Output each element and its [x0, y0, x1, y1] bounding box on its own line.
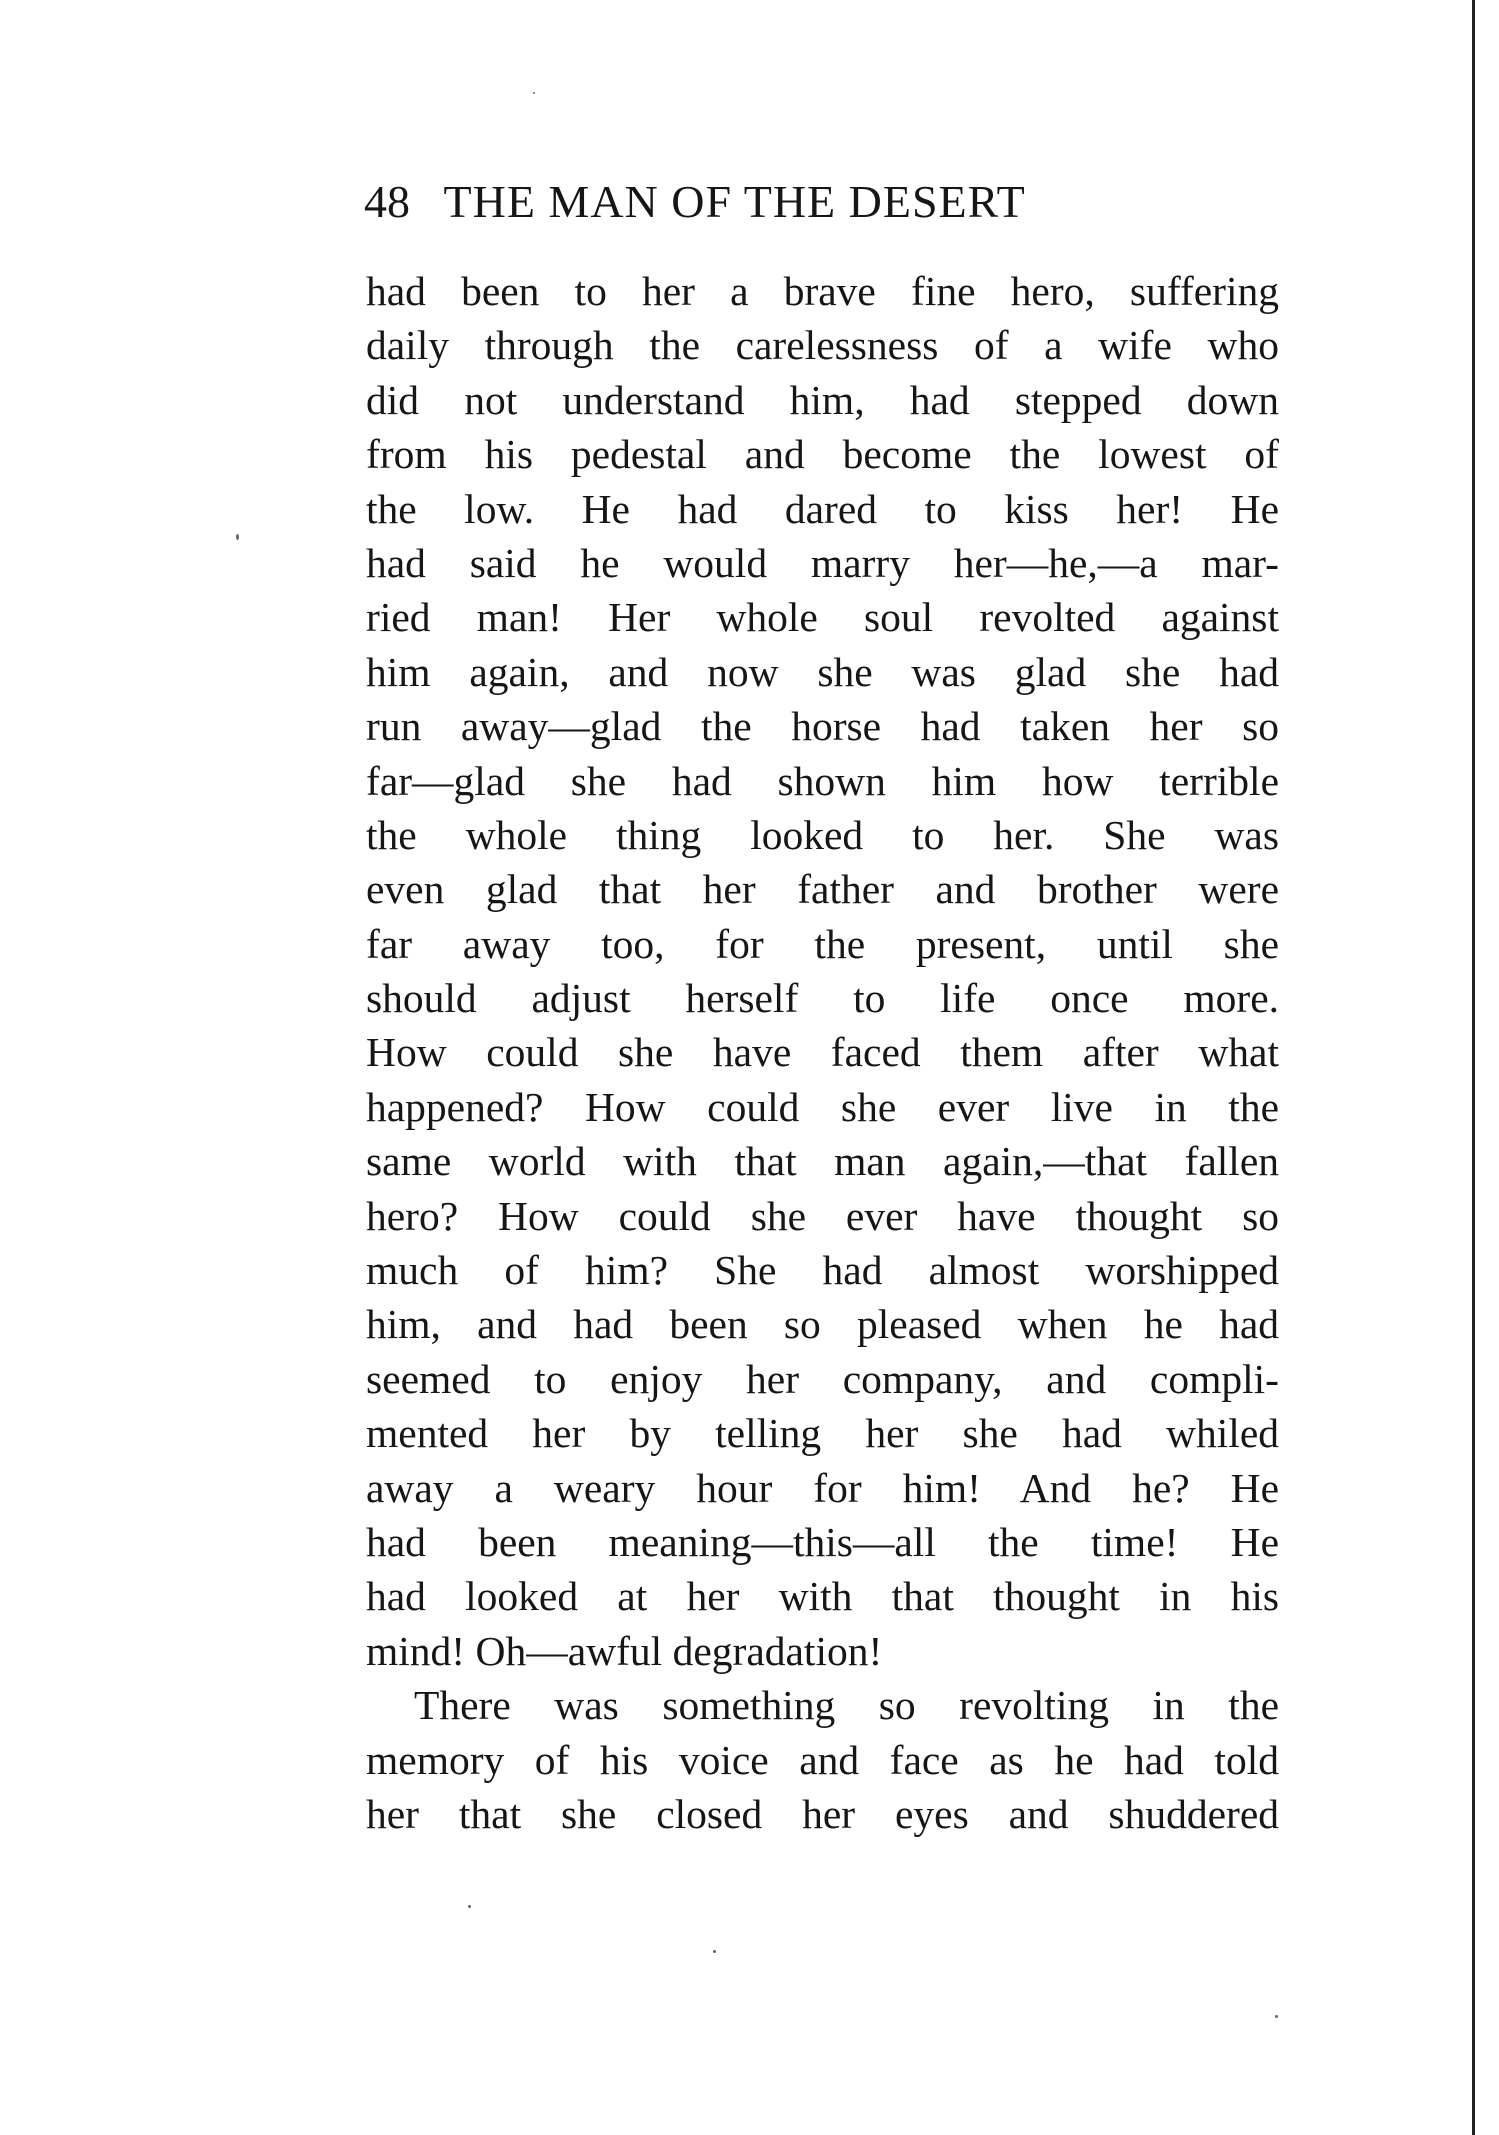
text-line: had looked at her with that thought in his: [366, 1573, 1279, 1620]
page-edge-rule: [1472, 0, 1475, 2135]
text-line: mind! Oh—awful degradation!: [366, 1627, 883, 1674]
text-line: him again, and now she was glad she had: [366, 648, 1279, 695]
text-line: run away—glad the horse had taken her so: [366, 703, 1279, 750]
text-line: mented her by telling her she had whiled: [366, 1410, 1279, 1457]
paper-speck: [713, 1950, 716, 1953]
text-line: much of him? She had almost worshipped: [366, 1247, 1279, 1294]
text-line: even glad that her father and brother were: [366, 866, 1279, 913]
text-line: memory of his voice and face as he had told: [366, 1736, 1279, 1783]
paper-speck: [468, 1905, 471, 1908]
text-line: her that she closed her eyes and shuddered: [366, 1790, 1279, 1837]
text-line: There was something so revolting in the: [414, 1682, 1279, 1729]
running-title: THE MAN OF THE DESERT: [443, 176, 1026, 227]
text-line: him, and had been so pleased when he had: [366, 1301, 1279, 1348]
text-line: the low. He had dared to kiss her! He: [366, 485, 1279, 532]
text-line: How could she have faced them after what: [366, 1029, 1279, 1076]
paper-speck: [533, 92, 535, 94]
text-line: had been meaning—this—all the time! He: [366, 1518, 1279, 1565]
paragraph: [366, 264, 1279, 1678]
text-line: had been to her a brave fine hero, suffering: [366, 268, 1279, 314]
text-line: happened? How could she ever live in the: [366, 1083, 1279, 1130]
text-line: away a weary hour for him! And he? He: [366, 1464, 1279, 1511]
text-line: did not understand him, had stepped down: [366, 376, 1279, 423]
text-line: hero? How could she ever have thought so: [366, 1192, 1279, 1239]
text-line: same world with that man again,—that fallen: [366, 1138, 1279, 1185]
running-header: [364, 172, 1280, 232]
text-line: daily through the carelessness of a wife who: [366, 322, 1279, 369]
text-line: from his pedestal and become the lowest of: [366, 431, 1279, 478]
text-line: the whole thing looked to her. She was: [366, 811, 1279, 858]
text-line: had said he would marry her—he,—a mar-: [366, 539, 1279, 586]
text-line: ried man! Her whole soul revolted against: [366, 594, 1279, 641]
body-text: [366, 264, 1279, 1841]
text-line: far—glad she had shown him how terrible: [366, 757, 1279, 804]
paper-speck: [1275, 2015, 1278, 2018]
text-line: far away too, for the present, until she: [366, 920, 1279, 967]
text-line: should adjust herself to life once more.: [366, 975, 1279, 1022]
paper-speck: [236, 534, 239, 540]
text-line: seemed to enjoy her company, and compli-: [366, 1355, 1279, 1402]
paragraph: [366, 1678, 1279, 1841]
page-number: 48: [364, 176, 410, 227]
